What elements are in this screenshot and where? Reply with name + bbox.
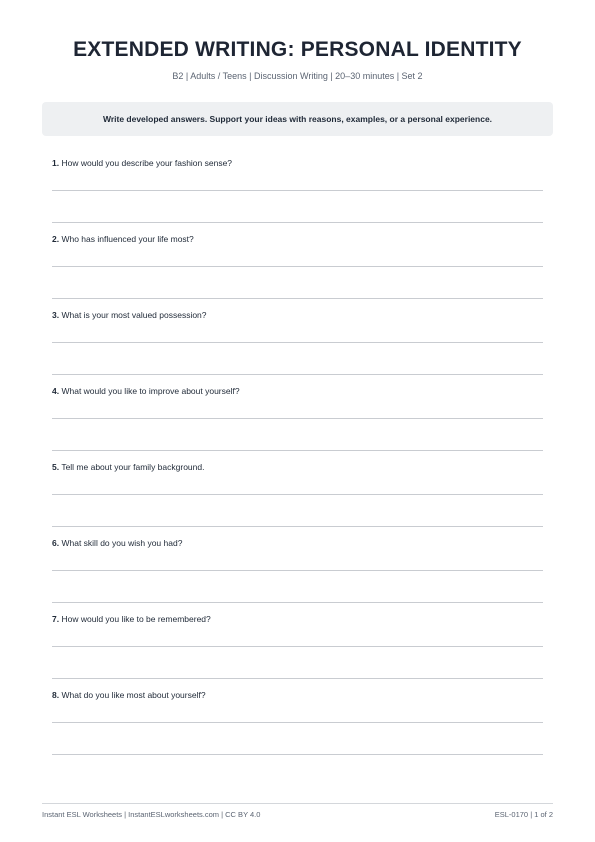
answer-line[interactable] bbox=[52, 450, 543, 451]
question-prompt bbox=[52, 690, 206, 700]
answer-line[interactable] bbox=[52, 570, 543, 571]
question-item bbox=[52, 684, 543, 760]
question-text: What skill do you wish you had? bbox=[61, 538, 183, 548]
question-text: How would you describe your fashion sense? bbox=[61, 158, 233, 168]
question-list bbox=[52, 152, 543, 760]
page-title: EXTENDED WRITING: PERSONAL IDENTITY bbox=[73, 38, 522, 61]
answer-line[interactable] bbox=[52, 374, 543, 375]
question-prompt bbox=[52, 158, 232, 168]
question-number: 8. bbox=[52, 690, 60, 700]
answer-line[interactable] bbox=[52, 526, 543, 527]
question-number: 2. bbox=[52, 234, 60, 244]
footer-divider bbox=[42, 803, 553, 804]
question-prompt bbox=[52, 386, 240, 396]
question-item bbox=[52, 532, 543, 608]
answer-line[interactable] bbox=[52, 298, 543, 299]
question-prompt bbox=[52, 234, 194, 244]
answer-line[interactable] bbox=[52, 754, 543, 755]
page-subtitle: B2 | Adults / Teens | Discussion Writing | 20–30 minutes | Set 2 bbox=[172, 71, 423, 81]
answer-line[interactable] bbox=[52, 646, 543, 647]
answer-line[interactable] bbox=[52, 190, 543, 191]
question-prompt bbox=[52, 614, 211, 624]
answer-line[interactable] bbox=[52, 418, 543, 419]
question-text: What would you like to improve about yourself? bbox=[61, 386, 240, 396]
answer-line[interactable] bbox=[52, 678, 543, 679]
question-text: Who has influenced your life most? bbox=[61, 234, 194, 244]
question-item bbox=[52, 304, 543, 380]
footer-credit: Instant ESL Worksheets | InstantESLworksheets.com | CC BY 4.0 bbox=[42, 810, 261, 819]
question-text: What is your most valued possession? bbox=[61, 310, 207, 320]
question-item bbox=[52, 456, 543, 532]
question-item bbox=[52, 380, 543, 456]
answer-line[interactable] bbox=[52, 266, 543, 267]
question-number: 7. bbox=[52, 614, 60, 624]
answer-line[interactable] bbox=[52, 722, 543, 723]
question-number: 6. bbox=[52, 538, 60, 548]
question-number: 4. bbox=[52, 386, 60, 396]
question-prompt bbox=[52, 462, 204, 472]
footer-page-info: ESL-0170 | 1 of 2 bbox=[494, 810, 553, 819]
question-prompt bbox=[52, 538, 182, 548]
question-number: 5. bbox=[52, 462, 60, 472]
question-item bbox=[52, 152, 543, 228]
question-text: Tell me about your family background. bbox=[61, 462, 205, 472]
question-text: How would you like to be remembered? bbox=[61, 614, 211, 624]
question-number: 1. bbox=[52, 158, 60, 168]
answer-line[interactable] bbox=[52, 342, 543, 343]
question-item bbox=[52, 228, 543, 304]
question-item bbox=[52, 608, 543, 684]
question-text: What do you like most about yourself? bbox=[61, 690, 206, 700]
instructions-box bbox=[42, 102, 553, 136]
answer-line[interactable] bbox=[52, 602, 543, 603]
question-prompt bbox=[52, 310, 207, 320]
answer-line[interactable] bbox=[52, 222, 543, 223]
instructions-text: Write developed answers. Support your ideas with reasons, examples, or a personal experience. bbox=[102, 114, 493, 124]
question-number: 3. bbox=[52, 310, 60, 320]
answer-line[interactable] bbox=[52, 494, 543, 495]
